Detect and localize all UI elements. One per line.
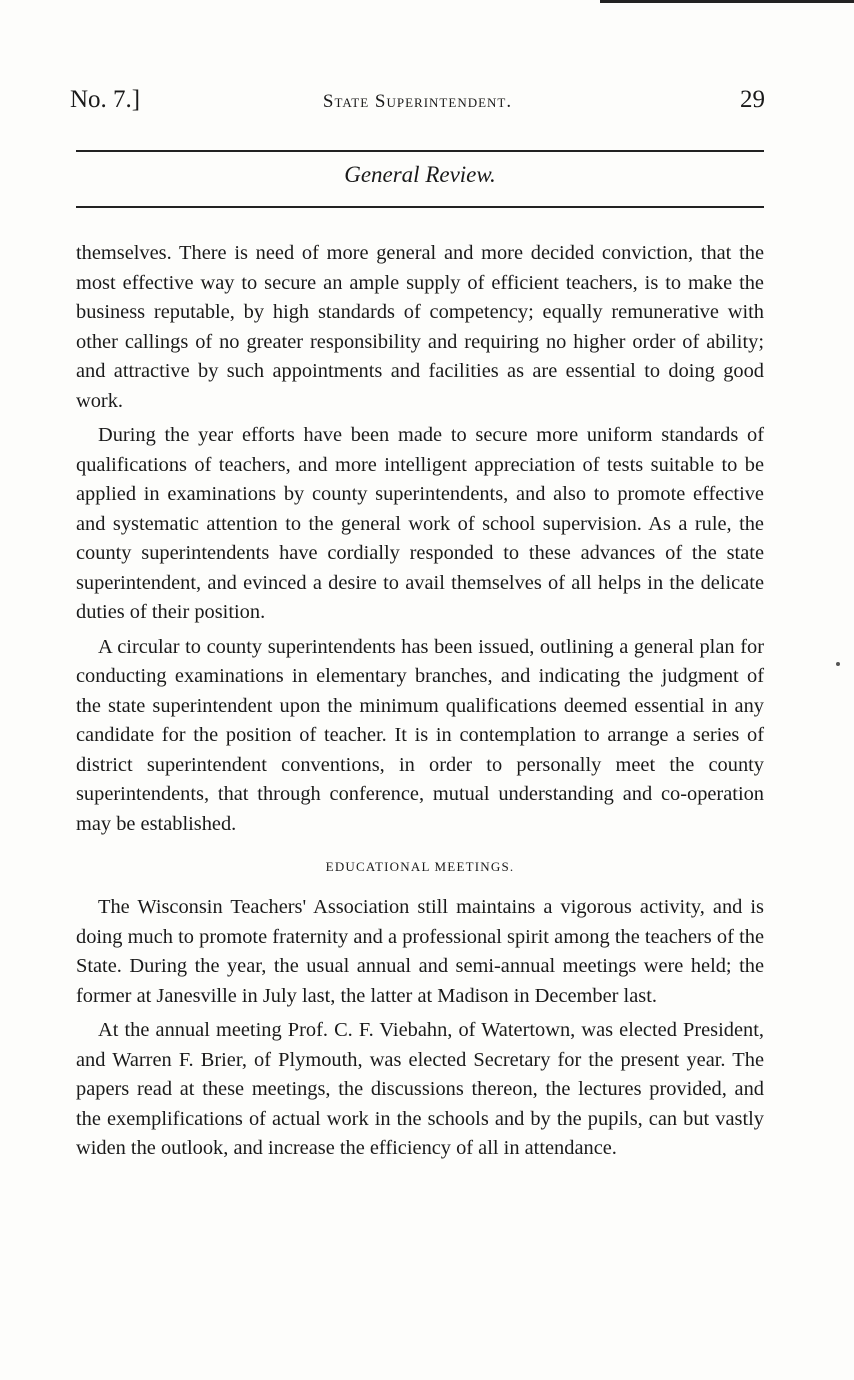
paragraph-1: themselves. There is need of more general and more decided conviction, that the most effective way to secure an ample supply of efficient teachers, is to make the business reputable, by high standards of competency; equally remunerative with other callings of no greater responsibility and requiring no higher order of ability; and attractive by such appointments and facilities as are essential to doing good work. (76, 242, 764, 412)
running-head (70, 86, 765, 122)
paragraph-2: During the year efforts have been made to secure more uniform standards of qualifications of teachers, and more intelligent appreciation of tests suitable to be applied in examinations by county superintendents, and also to promote effective and systematic attention to the general work of school supervision. As a rule, the county superintendents have cordially responded to these advances of the state superintendent, and evinced a desire to avail themselves of all helps in the delicate duties of their position. (76, 424, 764, 623)
page-top-edge (600, 0, 854, 3)
running-title: State Superintendent. (322, 91, 513, 112)
section-header: General Review. (344, 162, 496, 187)
paragraph-4: The Wisconsin Teachers' Association still maintains a vigorous activity, and is doing much to promote fraternity and a professional spirit among the teachers of the State. During the year, the usual annual and semi-annual meetings were held; the former at Janesville in July last, the latter at Madison in December last. (76, 896, 764, 1007)
body-text (76, 239, 764, 1169)
ink-speck (836, 662, 840, 666)
subheading-educational-meetings: EDUCATIONAL MEETINGS. (325, 859, 515, 874)
header-rule-top (76, 150, 764, 152)
paragraph-5: At the annual meeting Prof. C. F. Viebahn, of Watertown, was elected President, and Warren F. Brier, of Plymouth, was elected Secretary for the present year. The papers read at these meetings, the discussions thereon, the lectures provided, and the exemplifications of actual work in the schools and by the pupils, can but vastly widen the outlook, and increase the efficiency of all in attendance. (76, 1019, 764, 1159)
header-rule-bottom (76, 206, 764, 208)
paragraph-3: A circular to county superintendents has been issued, outlining a general plan for conducting examinations in elementary branches, and indicating the judgment of the state superintendent upon the minimum qualifications deemed essential in any candidate for the position of teacher. It is in contemplation to arrange a series of district superintendent conventions, in order to personally meet the county superintendents, that through conference, mutual understanding and co-operation may be established. (76, 635, 764, 835)
issue-number: No. 7.] (70, 86, 141, 113)
page-number: 29 (740, 86, 765, 113)
